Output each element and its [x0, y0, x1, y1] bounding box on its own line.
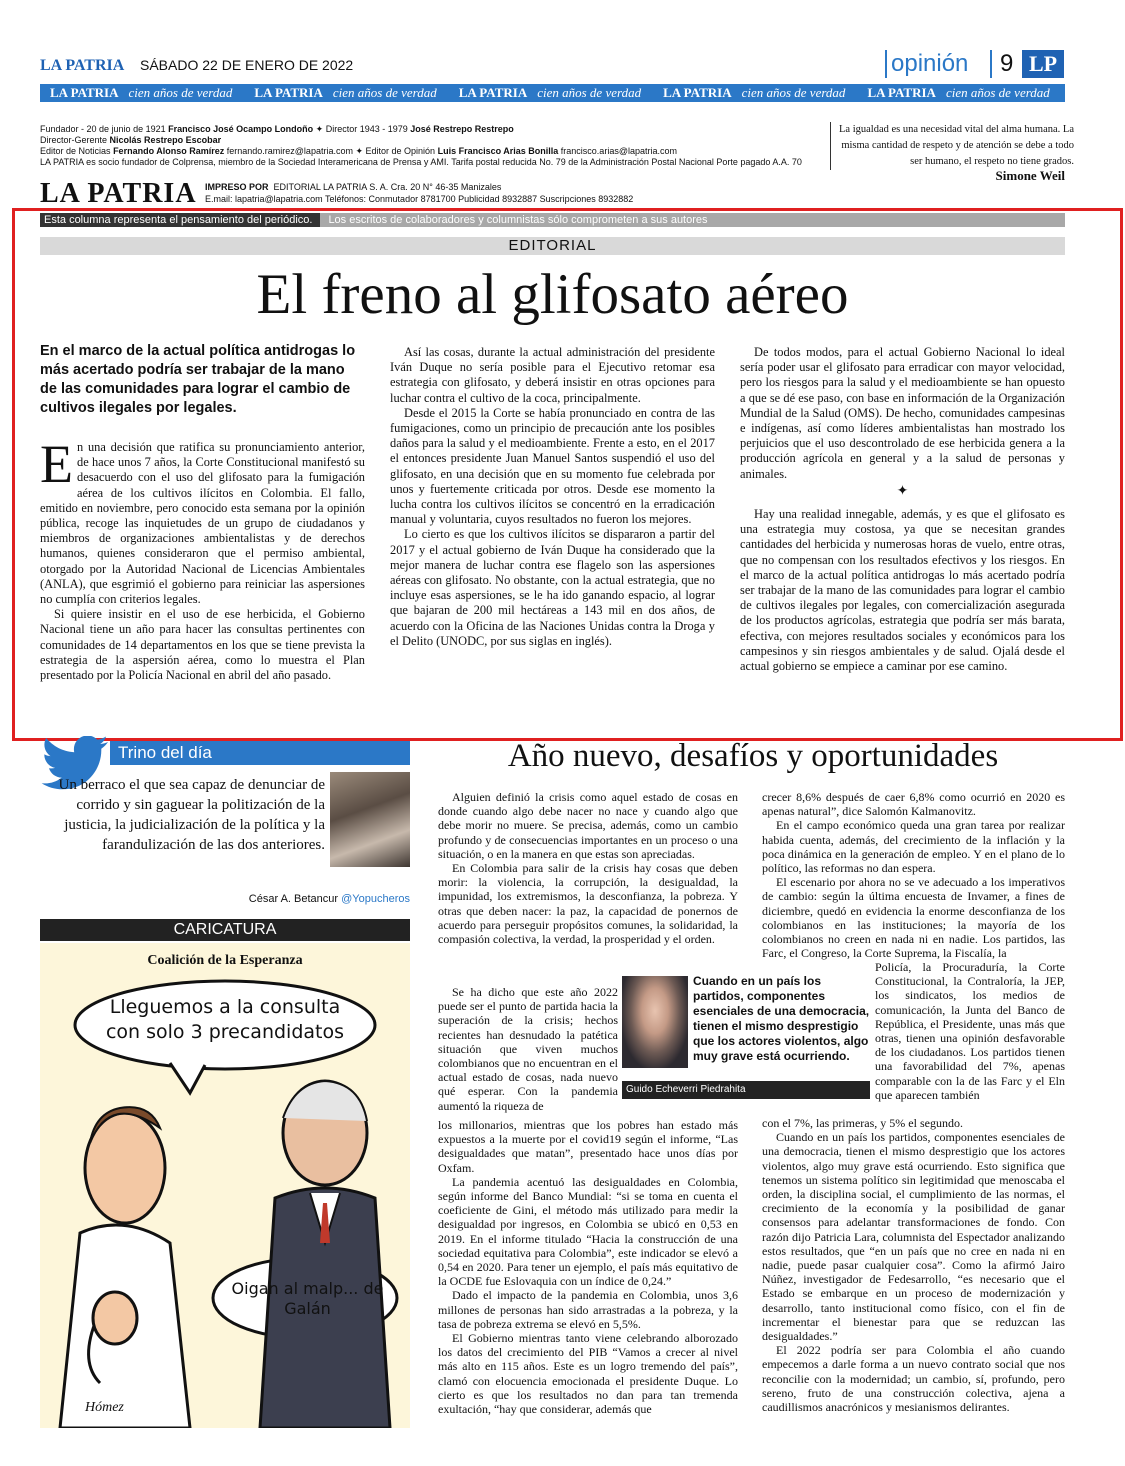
banner-slogan: cien años de verdad: [128, 85, 233, 100]
column-text-2b: [875, 960, 1065, 1102]
daily-quote: La igualdad es una necesidad vital del alma humana. La misma cantidad de respeto y de atención se debe a todo ser humano, el respeto no tiene grados.: [830, 122, 1074, 170]
column-title: Año nuevo, desafíos y oportunidades: [507, 738, 999, 774]
section-name: opinión: [885, 50, 968, 78]
lp-logo: LP: [1022, 50, 1064, 78]
paragraph: Alguien definió la crisis como aquel estado de cosas en donde cuando algo debe nacer no nace y cuando algo que debe morir no muere. Se precisa, además, como un cambio profundo y de consecuencias importantes en un proceso o una situación, o en la manera en que estas son apreciadas.: [438, 790, 738, 861]
paragraph: El Gobierno mientras tanto viene celebrando alborozado los datos del crecimiento del PIB “Vamos a crecer al nivel más alto en 115 años. Este es un logro tremendo del país”, clamó con elocuencia emocionada el presidente Duque. Lo cierto es que los resultados no dan para tan tremenda exultación, “hay que considerar, además que: [438, 1331, 738, 1417]
director-name: Nicolás Restrepo Escobar: [109, 135, 222, 145]
banner-slogan: cien años de verdad: [332, 85, 437, 100]
column-text-1b: [438, 985, 618, 1113]
speech-bubble-2: Oigan al malp... de Galán: [231, 1279, 384, 1318]
news-editor-label: Editor de Noticias: [40, 146, 111, 156]
slogan-banner: [40, 84, 1065, 102]
banner-brand: LA PATRIA: [254, 85, 323, 100]
tweet-author-photo: [330, 772, 410, 867]
separator-star-icon: ✦: [896, 483, 909, 499]
editorial-column-1: [40, 434, 365, 683]
opinion-editor-name: Luis Francisco Arias Bonilla: [437, 146, 559, 156]
opinion-editor-label: Editor de Opinión: [365, 146, 436, 156]
tweet-text: Un berraco el que sea capaz de denunciar de corrido y sin gaguear la politización de la justicia, la judicialización de la política y la farandulización de las dos anteriores.: [58, 777, 325, 853]
former-director-name: José Restrepo Restrepo: [410, 124, 514, 134]
banner-slogan: cien años de verdad: [741, 85, 846, 100]
former-director-label: Director 1943 - 1979: [325, 124, 408, 134]
paragraph: [40, 434, 365, 607]
drop-cap: E: [40, 434, 73, 494]
editorial-label: EDITORIAL: [40, 237, 1065, 255]
editorial-title: El freno al glifosato aéreo: [256, 263, 849, 326]
editorial-lead: En el marco de la actual política antidrogas lo más acertado podría ser trabajar de la mano de las comunidades para lograr el cambio de cultivos ilegales por legales.: [40, 343, 356, 416]
speech-bubble-1: Lleguemos a la consulta con solo 3 precandidatos: [105, 996, 345, 1043]
paragraph: Policía, la Procuraduría, la Corte Constitucional, la Contraloría, la JEP, los sindicatos, los medios de comunicación, la Junta del Banco de República, el Presidente, unas más que otras, tienen una opinión desfavorable de los ciudadanos. Los partidos tienen una favorabilidad del 7%, apenas comparable con la de las Farc y el Eln que aparecen también: [875, 960, 1065, 1102]
banner-brand: LA PATRIA: [458, 85, 528, 100]
paragraph: Hay una realidad innegable, además, y es que el glifosato es una estrategia muy costosa, ya que se necesitan grandes cantidades del herbicida y numerosas horas de vuelo, entre otras, que no compensan con los resultados efectivos y los riesgos. En el marco de la actual política antidrogas lo más acertado podría ser trabajar de la mano de las comunidades para lograr el cambio de cultivos ilegales por legales, con comercialización asegurada de los productos agrícolas, estrategia que podría ser más barata, efectiva, con mejores resultados sociales y económicos para los campesinos y sin riesgos ambientales y de salud. Ojalá desde el actual gobierno se empiece a caminar por ese camino.: [740, 507, 1065, 674]
paragraph: En el campo económico queda una gran tarea por realizar habida cuenta, además, del crecimiento de la inflación y la poca dinámica en la generación de empleo. Y en el plano de lo político, las reformas no dan espera.: [762, 818, 1065, 876]
banner-slogan: cien años de verdad: [945, 85, 1050, 100]
printer-address: EDITORIAL LA PATRIA S. A. Cra. 20 N° 46-35 Manizales: [273, 182, 502, 192]
paragraph: Dado el impacto de la pandemia en Colombia, unos 3,6 millones de personas han sido arrastradas a la pobreza, y la tasa de pobreza extrema se elevó en 5,5%.: [438, 1288, 738, 1331]
paragraph: Lo cierto es que los cultivos ilícitos se dispararon a partir del 2017 y el actual gobierno de Iván Duque ha considerado que la mejor manera de luchar contra ese flagelo son las aspersiones aéreas con glifosato. No obstante, con la actual estrategia, que no incluye esas aspersiones, se le ha ido ganando espacio, al lograr que bajaran de 200 mil hectáreas a 143 mil en dos años, de acuerdo con la Oficina de las Naciones Unidas contra la Droga y el Delito (UNODC, por sus siglas en inglés).: [390, 527, 715, 648]
paragraph: La pandemia acentuó las desigualdades en Colombia, según informe del Banco Mundial: “si se toma en cuenta el coeficiente de Gini, el método más utilizado para medir la desigualdad por ingresos, en Colombia se ubicó en 0,53 en 2019. En el informe titulado “Hacia la construcción de una sociedad equitativa para Colombia”, este indicador se elevó a 0,54 en 2020. Para tener un ejemplo, el país más equitativo de la OCDE fue Eslovaquia con un índice de 0,24.”: [438, 1174, 738, 1289]
columnist-name: Guido Echeverri Piedrahita: [622, 1081, 870, 1099]
founder-name: Francisco José Ocampo Londoño: [168, 124, 314, 134]
cartoon-title: Coalición de la Esperanza: [147, 953, 303, 968]
pull-quote: Cuando en un país los partidos, componentes esenciales de una democracia, tienen el mismo desprestigio que los actores violentos, algo muy grave está ocurriendo.: [693, 974, 870, 1063]
membership-line: LA PATRIA es socio fundador de Colprensa, miembro de la Sociedad Interamericana de Prensa y AMI. Tarifa postal reducida No. 79 de la Administración Postal Nacional Porte pagado A.A. 70: [40, 157, 802, 167]
paragraph: Así las cosas, durante la actual administración del presidente Iván Duque no sería posible para el Ejecutivo retomar esa estrategia con glifosato, y deberá insistir en otras opciones para luchar contra el cultivo de la coca, principalmente.: [390, 345, 715, 405]
edition-date: SÁBADO 22 DE ENERO DE 2022: [140, 57, 354, 73]
paragraph: De todos modos, para el actual Gobierno Nacional lo ideal sería poder usar el glifosato para erradicar con mayor velocidad, pero los riesgos para la salud y el medioambiente se han opuesto a que se dé ese paso, con base en información de la Organización Mundial de la Salud (OMS). De hecho, comunidades campesinas e indígenas, así como líderes ambientalistas han mostrado los perjuicios que el uso descontrolado de ese herbicida genera a la producción agrícola en general y a la salud de personas y animales.: [740, 345, 1065, 481]
masthead-credits: Fundador - 20 de junio de 1921 Francisco José Ocampo Londoño ✦ Director 1943 - 1979 José Restrepo Restrepo Director-Gerente Nicolás Restrepo Escobar Editor de Noticias Fernando Alonso Ramírez fernando.ramirez@lapatria.com ✦ Editor de Opinión Luis Francisco Arias Bonilla francisco.arias@lapatria.com LA PATRIA es socio fundador de Colprensa, miembro de la Sociedad Interamericana de Prensa y AMI. Tarifa postal reducida No. 79 de la Administración Postal Nacional Porte pagado A.A. 70: [40, 124, 820, 168]
paragraph: con el 7%, las primeras, y 5% el segundo.: [762, 1116, 963, 1130]
columnist-photo: [622, 976, 688, 1068]
disclaimer-editorial: Esta columna representa el pensamiento del periódico.: [40, 213, 320, 227]
tweet-author-handle[interactable]: @Yopucheros: [341, 893, 410, 905]
tweet-of-the-day-label: Trino del día: [110, 741, 410, 765]
paragraph: crecer 8,6% después de caer 6,8% como ocurrió en 2020 es apenas natural”, dice Salomón Kalmanovitz.: [762, 790, 1065, 819]
masthead-logo: LA PATRIA: [40, 178, 197, 209]
column-text-2c: [762, 1116, 1065, 1414]
paragraph: El 2022 podría ser para Colombia el año cuando empecemos a darle forma a un nuevo contrato social que nos reconcilie con la modernidad; un cambio, sí, profundo, pero sereno, fruto de una construcción colectiva, ajena a caudillismos anacrónicos y mesianismos delirantes.: [762, 1343, 1065, 1415]
disclaimer-bar: [40, 213, 1065, 227]
founded-label: Fundador - 20 de junio de 1921: [40, 124, 166, 134]
opinion-editor-email[interactable]: francisco.arias@lapatria.com: [560, 146, 677, 156]
printed-by-label: IMPRESO POR: [205, 182, 269, 192]
tweet-author-name: César A. Betancur: [248, 893, 339, 905]
banner-slogan: cien años de verdad: [537, 85, 642, 100]
paragraph: Si quiere insistir en el uso de ese herbicida, el Gobierno Nacional tiene un año para hacer las consultas pertinentes con comunidades de 14 departamentos en los que se tiene prevista la estrategia de la aspersión aérea, como lo muestra el Plan presentado por la Policía Nacional en abril del año pasado.: [40, 607, 365, 683]
contact-line: E.mail: lapatria@lapatria.com Teléfonos: Conmutador 8781700 Publicidad 8932887 Suscripciones 8932882: [205, 194, 634, 204]
paragraph: los millonarios, mientras que los pobres han estado más expuestos a la muerte por el covid19 según el informe, “Las desigualdades que matan”, presentado hace unos días por Oxfam.: [438, 1118, 738, 1175]
cartoon-illustration: [40, 943, 410, 1428]
paragraph: Cuando en un país los partidos, componentes esenciales de una democracia, tienen el mismo desprestigio que los actores violentos, algo muy grave está ocurriendo. Esto significa que tenemos un sistema político sin legitimidad que menoscaba el orden, la disciplina social, el cumplimiento de las normas, el crecimiento de la economía y la posibilidad de ganar consensos para adelantar transformaciones de fondo. Con razón dijo Patricia Lara, columnista del Espectador analizando estos resultados, que “en un país que no cree en nada ni en nadie, puede pasar cualquier cosa”. Como la afirmó Jairo Núñez, investigador de Fedesarrollo, “es necesario que el Estado se embarque en un proceso de modernización y desarrollo, tanto institucional como físico, con el fin de incrementar el bienestar para que se reduzcan las desigualdades.”: [762, 1130, 1065, 1344]
print-info: [205, 181, 633, 205]
column-text-2: [762, 790, 1065, 960]
director-label: Director-Gerente: [40, 135, 108, 145]
column-text-1c: [438, 1118, 738, 1416]
paragraph-text: n una decisión que ratifica su pronunciamiento anterior, de hace unos 7 años, la Corte Constitucional manifestó su desacuerdo con el uso del glifosato para la fumigación aérea de los cultivos ilícitos en Colombia. El fallo, emitido en noviembre, pero conocido esta semana por la opinión pública, recoge las inquietudes de un grupo de ciudadanos y miembros de organizaciones ambientalistas y de derechos humanos, quienes consideraron que el permiso ambiental, otorgado por la Autoridad Nacional de Licencias Ambientales (ANLA), que esgrimió el gobierno para reiniciar las aspersiones no cumplía con criterios legales.: [40, 440, 365, 607]
banner-brand: LA PATRIA: [663, 85, 732, 100]
paragraph: Desde el 2015 la Corte se había pronunciado en contra de las fumigaciones, como un principio de precaución ante los posibles daños para la salud y el medioambiente. Frente a esto, en el 2017 el entonces presidente Juan Manuel Santos suspendió el uso del glifosato, en una decisión que en su momento fue celebrada por unos y fuertemente criticada por otros. Desde ese momento la lucha contra los cultivos ilícitos se concentró en la erradicación manual y voluntaria, cuyos resultados no fueron los mejores.: [390, 405, 715, 527]
cartoon-label: CARICATURA: [40, 919, 410, 941]
news-editor-name: Fernando Alonso Ramírez: [113, 146, 225, 156]
brand-logo-small: LA PATRIA: [40, 57, 125, 74]
banner-brand: LA PATRIA: [50, 85, 119, 100]
page-number: 9: [990, 50, 1013, 78]
quote-author: Simone Weil: [995, 168, 1065, 183]
column-text-1: [438, 790, 738, 946]
paragraph: En Colombia para salir de la crisis hay cosas que deben morir: la violencia, la corrupción, la desigualdad, la impunidad, los extremismos, la desconfianza, la pobreza. Y otras que deben nacer: la paz, la capacidad de ponernos de acuerdo para perseguir propósitos comunes, la solidaridad, la compasión colectiva, la verdad, la prosperidad y el orden.: [438, 861, 738, 947]
disclaimer-columnists: Los escritos de colaboradores y columnistas sólo comprometen a sus autores: [328, 214, 708, 226]
paragraph: Se ha dicho que este año 2022 puede ser el punto de partida hacia la superación de la crisis; hechos recientes han desnudado la patética situación que viven muchos colombianos que no encuentran en el actual estado de cosas, nada nuevo qué esperar. Con la pandemia aumentó la riqueza de: [438, 985, 618, 1113]
paragraph: El escenario por ahora no se ve adecuado a los imperativos de cambio: según la última encuesta de Invamer, a fines de diciembre, quedó en evidencia la enorme desconfianza de los colombianos en las instituciones; la mayoría de los colombianos no creen en nada ni en nadie. Los partidos, las Farc, el Congreso, la Corte Suprema, la Fiscalía, la: [762, 875, 1065, 961]
editorial-column-2: [390, 345, 715, 649]
editorial-column-3: [740, 345, 1065, 674]
cartoon-signature: Hómez: [85, 1400, 124, 1415]
tweet-author: [120, 893, 410, 905]
news-editor-email[interactable]: fernando.ramirez@lapatria.com: [226, 146, 353, 156]
banner-brand: LA PATRIA: [867, 85, 936, 100]
